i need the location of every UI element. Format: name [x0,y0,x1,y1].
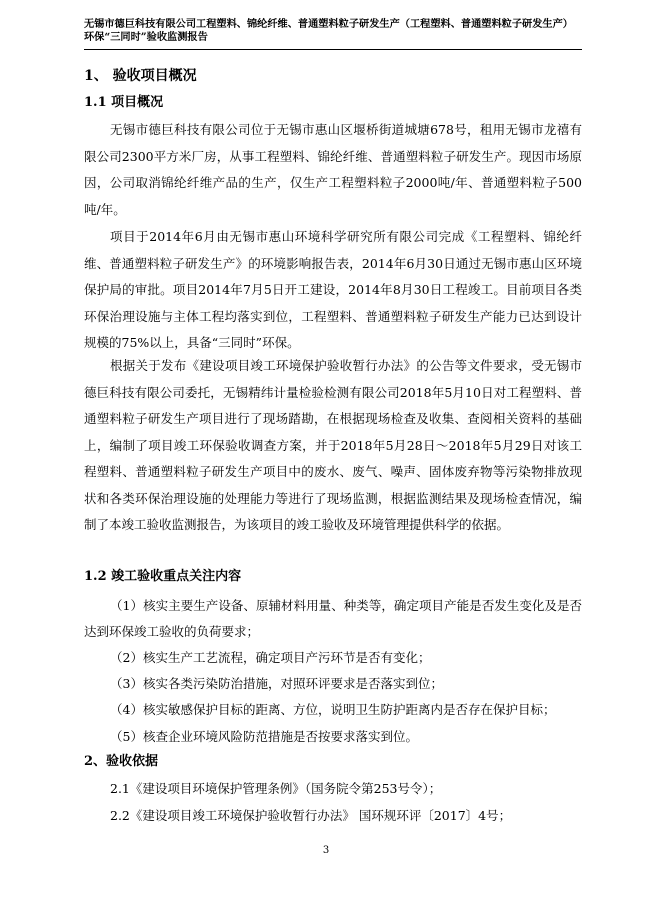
focus-item-4: （4）核实敏感保护目标的距离、方位，说明卫生防护距离内是否存在保护目标； [110,702,556,717]
section-2-heading: 2、验收依据 [84,754,159,769]
focus-item-5: （5）核查企业环境风险防范措施是否按要求落实到位。 [110,729,418,744]
section-1-1-heading: 1.1 项目概况 [84,95,164,110]
page-number: 3 [322,845,330,856]
paragraph-project-overview: 无锡市德巨科技有限公司位于无锡市惠山区堰桥街道城塘678号，租用无锡市龙禧有限公司2300平方米厂房，从事工程塑料、锦纶纤维、普通塑料粒子研发生产。现因市场原因，公司取消锦纶纤维产品的生产，仅生产工程塑料粒子2000吨/年、普通塑料粒子500吨/年。 [84,122,582,217]
reference-2-2: 2.2《建设项目竣工环境保护验收暂行办法》 国环规环评〔2017〕4号； [110,808,512,823]
paragraph-eia-history: 项目于2014年6月由无锡市惠山环境科学研究所有限公司完成《工程塑料、锦纶纤维、普通塑料粒子研发生产》的环境影响报告表，2014年6月30日通过无锡市惠山区环境保护局的审批。项目2014年7月5日开工建设，2014年8月30日工程竣工。目前项目各类环保治理设施与主体工程均落实到位，工程塑料、普通塑料粒子研发生产能力已达到设计规模的75%以上，具备“三同时”环保。 [84,229,582,350]
focus-item-3: （3）核实各类污染防治措施，对照环评要求是否落实到位； [110,676,443,691]
section-1-2-heading: 1.2 竣工验收重点关注内容 [84,569,242,584]
paragraph-monitoring-basis: 根据关于发布《建设项目竣工环境保护验收暂行办法》的公告等文件要求，受无锡市德巨科技有限公司委托，无锡精纬计量检验检测有限公司2018年5月10日对工程塑料、普通塑料粒子研发生产项目进行了现场踏勘，在根据现场检查及收集、查阅相关资料的基础上，编制了项目竣工环保验收调查方案，并于2018年5月28日～2018年5月29日对该工程塑料、普通塑料粒子研发生产项目中的废水、废气、噪声、固体废弃物等污染物排放现状和各类环保治理设施的处理能力等进行了现场监测，根据监测结果及现场检查情况，编制了本竣工验收监测报告，为该项目的竣工验收及环境管理提供科学的依据。 [84,358,582,532]
section-1-heading: 1、 验收项目概况 [84,68,197,84]
focus-item-1: （1）核实主要生产设备、原辅材料用量、种类等，确定项目产能是否发生变化及是否达到环保竣工验收的负荷要求； [84,598,582,639]
header-rule [84,49,582,50]
reference-2-1: 2.1《建设项目环境保护管理条例》（国务院令第253号令）； [110,781,442,796]
running-header: 无锡市德巨科技有限公司工程塑料、锦纶纤维、普通塑料粒子研发生产（工程塑料、普通塑料粒子研发生产）环保“三同时”验收监测报告 [84,18,573,43]
focus-item-2: （2）核实生产工艺流程，确定项目产污环节是否有变化； [110,650,431,665]
